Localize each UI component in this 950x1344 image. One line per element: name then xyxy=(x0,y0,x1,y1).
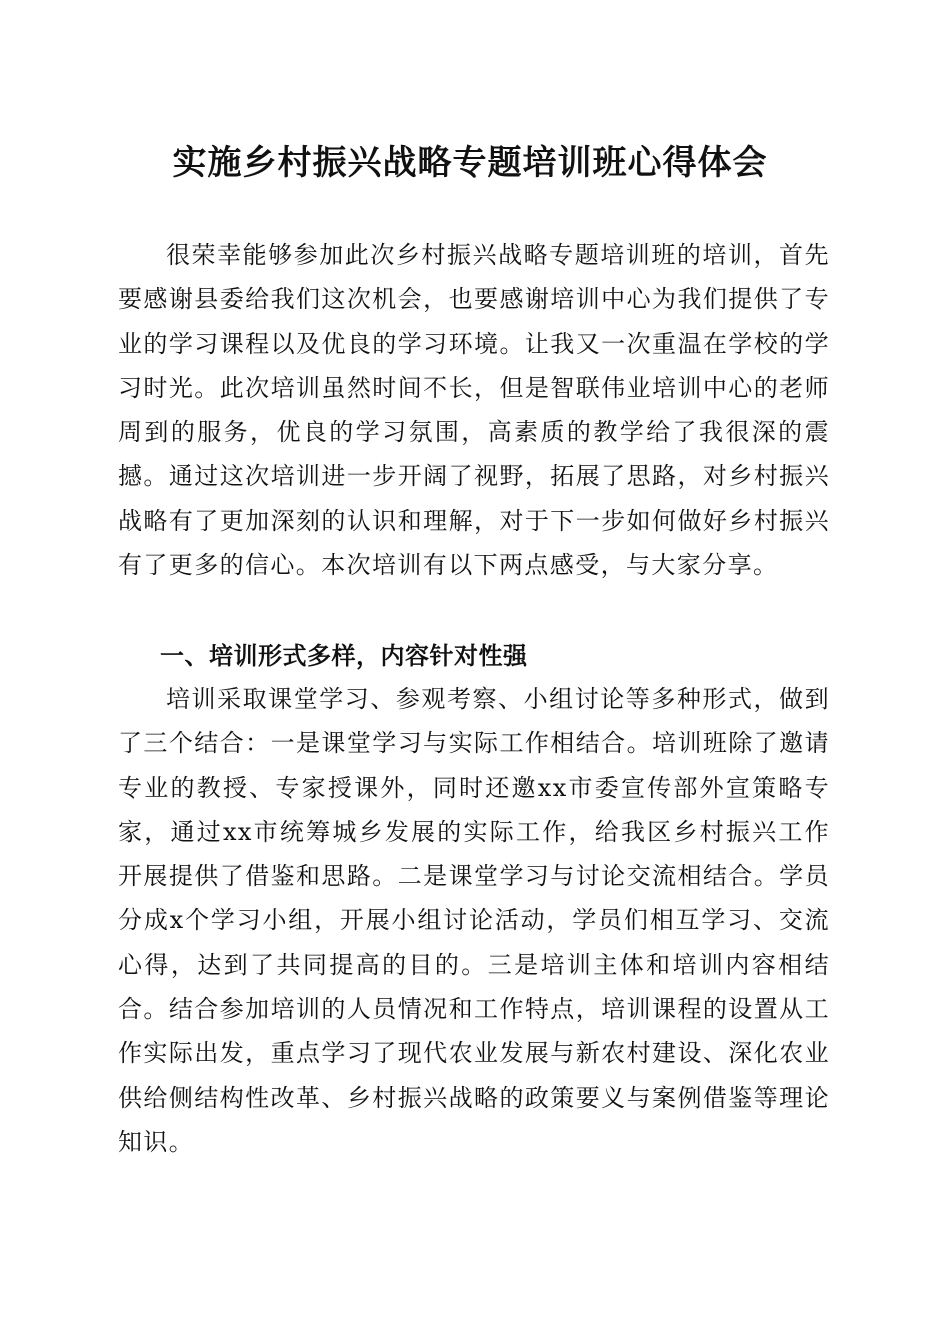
section-paragraph: 培训采取课堂学习、参观考察、小组讨论等多种形式，做到了三个结合：一是课堂学习与实际工作相结合。培训班除了邀请专业的教授、专家授课外，同时还邀xx市委宣传部外宣策略专家，通过xx市统筹城乡发展的实际工作，给我区乡村振兴工作开展提供了借鉴和思路。二是课堂学习与讨论交流相结合。学员分成x个学习小组，开展小组讨论活动，学员们相互学习、交流心得，达到了共同提高的目的。三是培训主体和培训内容相结合。结合参加培训的人员情况和工作特点，培训课程的设置从工作实际出发，重点学习了现代农业发展与新农村建设、深化农业供给侧结构性改革、乡村振兴战略的政策要义与案例借鉴等理论知识。 xyxy=(118,685,830,1156)
document-title: 实施乡村振兴战略专题培训班心得体会 xyxy=(172,143,768,183)
section-heading: 一、培训形式多样，内容针对性强 xyxy=(160,642,528,670)
intro-paragraph: 很荣幸能够参加此次乡村振兴战略专题培训班的培训，首先要感谢县委给我们这次机会，也要感谢培训中心为我们提供了专业的学习课程以及优良的学习环境。让我又一次重温在学校的学习时光。此次培训虽然时间不长，但是智联伟业培训中心的老师周到的服务，优良的学习氛围，高素质的教学给了我很深的震撼。通过这次培训进一步开阔了视野，拓展了思路，对乡村振兴战略有了更加深刻的认识和理解，对于下一步如何做好乡村振兴有了更多的信心。本次培训有以下两点感受，与大家分享。 xyxy=(118,241,830,580)
